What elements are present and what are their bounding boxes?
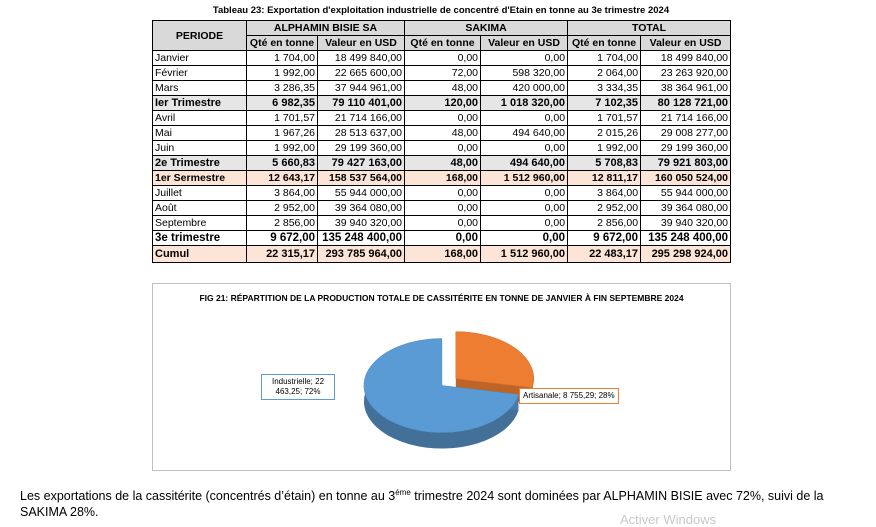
sub-header: Qté en tonne: [247, 36, 318, 51]
table-cell: 79 427 163,00: [318, 156, 405, 171]
table-cell: 0,00: [481, 111, 568, 126]
table-cell: 55 944 000,00: [318, 186, 405, 201]
table-cell: 168,00: [405, 246, 481, 263]
table-cell: 29 008 277,00: [641, 126, 731, 141]
sub-header: Qté en tonne: [405, 36, 481, 51]
table-cell: 39 364 080,00: [641, 201, 731, 216]
table-cell: 135 248 400,00: [641, 231, 731, 246]
table-cell: 1 992,00: [247, 141, 318, 156]
table-cell: 494 640,00: [481, 156, 568, 171]
table-cell: 2 856,00: [247, 216, 318, 231]
table-cell: 28 513 637,00: [318, 126, 405, 141]
table-cell: 1 701,57: [247, 111, 318, 126]
table-row: [153, 186, 731, 201]
table-cell: 22 315,17: [247, 246, 318, 263]
table-row: [153, 201, 731, 216]
table-row: [153, 66, 731, 81]
table-cell: 1 512 960,00: [481, 171, 568, 186]
table-row: [153, 246, 731, 263]
table-cell: 21 714 166,00: [318, 111, 405, 126]
table-cell: 55 944 000,00: [641, 186, 731, 201]
table-cell: 1 018 320,00: [481, 96, 568, 111]
table-cell: 168,00: [405, 171, 481, 186]
row-label: 2e Trimestre: [153, 156, 247, 171]
table-cell: 0,00: [405, 141, 481, 156]
table-cell: 295 298 924,00: [641, 246, 731, 263]
table-cell: 2 064,00: [568, 66, 641, 81]
table-cell: 29 199 360,00: [641, 141, 731, 156]
row-label: Mai: [153, 126, 247, 141]
table-cell: 0,00: [481, 216, 568, 231]
table-cell: 0,00: [405, 216, 481, 231]
table-cell: 494 640,00: [481, 126, 568, 141]
summary-text-1: Les exportations de la cassitérite (concentrés d’étain) en tonne au 3: [20, 489, 396, 504]
row-label: Juillet: [153, 186, 247, 201]
table-cell: 1 992,00: [568, 141, 641, 156]
table-cell: 3 864,00: [568, 186, 641, 201]
table-cell: 2 952,00: [247, 201, 318, 216]
table-cell: 6 982,35: [247, 96, 318, 111]
row-label: Janvier: [153, 51, 247, 66]
table-cell: 0,00: [481, 231, 568, 246]
table-cell: 5 708,83: [568, 156, 641, 171]
activation-watermark: Activer Windows: [620, 512, 717, 527]
table-cell: 0,00: [405, 201, 481, 216]
table-cell: 2 952,00: [568, 201, 641, 216]
table-cell: 18 499 840,00: [641, 51, 731, 66]
table-row: [153, 126, 731, 141]
table-row: [153, 96, 731, 111]
table-cell: 420 000,00: [481, 81, 568, 96]
table-row: [153, 81, 731, 96]
table-cell: 160 050 524,00: [641, 171, 731, 186]
summary-paragraph: [20, 485, 865, 520]
table-cell: 1 701,57: [568, 111, 641, 126]
table-row: [153, 171, 731, 186]
table-title: Tableau 23: Exportation d'exploitation industrielle de concentré d'Etain en tonne au 3e trimestre 2024: [212, 5, 670, 16]
table-row: [153, 231, 731, 246]
table-cell: 1 992,00: [247, 66, 318, 81]
table-cell: 135 248 400,00: [318, 231, 405, 246]
table-cell: 37 944 961,00: [318, 81, 405, 96]
row-label: Ier Trimestre: [153, 96, 247, 111]
table-cell: 48,00: [405, 156, 481, 171]
pie-slice-artisanale: [456, 332, 534, 388]
group-header-sakima: SAKIMA: [405, 21, 568, 36]
pie-chart: [153, 284, 730, 470]
row-label: Février: [153, 66, 247, 81]
data-label-industrielle: Industrielle; 22 463,25; 72%: [261, 374, 335, 400]
table-cell: 79 110 401,00: [318, 96, 405, 111]
table-cell: 0,00: [481, 51, 568, 66]
row-label: 3e trimestre: [153, 231, 247, 246]
table-cell: 22 665 600,00: [318, 66, 405, 81]
table-cell: 0,00: [481, 201, 568, 216]
export-table: [152, 20, 731, 263]
table-cell: 12 811,17: [568, 171, 641, 186]
table-cell: 5 660,83: [247, 156, 318, 171]
group-header-total: TOTAL: [568, 21, 731, 36]
table-cell: 38 364 961,00: [641, 81, 731, 96]
table-cell: 3 334,35: [568, 81, 641, 96]
sub-header: Qté en tonne: [568, 36, 641, 51]
row-label: 1er Sermestre: [153, 171, 247, 186]
row-label: Cumul: [153, 246, 247, 263]
table-cell: 29 199 360,00: [318, 141, 405, 156]
table-row: [153, 111, 731, 126]
table-cell: 23 263 920,00: [641, 66, 731, 81]
table-cell: 12 643,17: [247, 171, 318, 186]
table-cell: 0,00: [481, 186, 568, 201]
row-label: Juin: [153, 141, 247, 156]
table-cell: 3 286,35: [247, 81, 318, 96]
table-cell: 0,00: [405, 186, 481, 201]
table-cell: 0,00: [481, 141, 568, 156]
table-cell: 2 856,00: [568, 216, 641, 231]
table-row: [153, 156, 731, 171]
row-label: Avril: [153, 111, 247, 126]
table-cell: 3 864,00: [247, 186, 318, 201]
chart-title: FIG 21: RÉPARTITION DE LA PRODUCTION TOTALE DE CASSITÉRITE EN TONNE DE JANVIER À FIN SEPTEMBRE 2024: [199, 293, 684, 303]
table-cell: 80 128 721,00: [641, 96, 731, 111]
summary-sup: ème: [395, 488, 411, 497]
pie-chart-figure: [152, 283, 731, 471]
table-cell: 1 704,00: [247, 51, 318, 66]
table-cell: 1 704,00: [568, 51, 641, 66]
table-cell: 79 921 803,00: [641, 156, 731, 171]
table-row: [153, 51, 731, 66]
table-cell: 7 102,35: [568, 96, 641, 111]
table-cell: 0,00: [405, 231, 481, 246]
table-cell: 48,00: [405, 126, 481, 141]
data-label-artisanale: Artisanale; 8 755,29; 28%: [519, 388, 619, 404]
periode-header: PERIODE: [153, 21, 247, 51]
table-cell: 120,00: [405, 96, 481, 111]
table-cell: 39 940 320,00: [641, 216, 731, 231]
table-cell: 2 015,26: [568, 126, 641, 141]
row-label: Mars: [153, 81, 247, 96]
summary-text-2: trimestre 2024 sont dominées par ALPHAMIN BISIE avec 72%, suivi de la SAKIMA 28%.: [20, 489, 824, 520]
sub-header: Valeur en USD: [641, 36, 731, 51]
table-cell: 72,00: [405, 66, 481, 81]
table-cell: 9 672,00: [568, 231, 641, 246]
table-cell: 39 364 080,00: [318, 201, 405, 216]
table-cell: 9 672,00: [247, 231, 318, 246]
table-cell: 598 320,00: [481, 66, 568, 81]
table-cell: 1 512 960,00: [481, 246, 568, 263]
group-header-alphamin: ALPHAMIN BISIE SA: [247, 21, 405, 36]
table-row: [153, 216, 731, 231]
table-cell: 158 537 564,00: [318, 171, 405, 186]
table-cell: 39 940 320,00: [318, 216, 405, 231]
row-label: Août: [153, 201, 247, 216]
row-label: Septembre: [153, 216, 247, 231]
table-cell: 0,00: [405, 51, 481, 66]
table-cell: 0,00: [405, 111, 481, 126]
table-cell: 293 785 964,00: [318, 246, 405, 263]
table-row: [153, 141, 731, 156]
sub-header: Valeur en USD: [318, 36, 405, 51]
table-cell: 21 714 166,00: [641, 111, 731, 126]
sub-header: Valeur en USD: [481, 36, 568, 51]
table-cell: 18 499 840,00: [318, 51, 405, 66]
table-cell: 22 483,17: [568, 246, 641, 263]
table-cell: 1 967,26: [247, 126, 318, 141]
table-cell: 48,00: [405, 81, 481, 96]
